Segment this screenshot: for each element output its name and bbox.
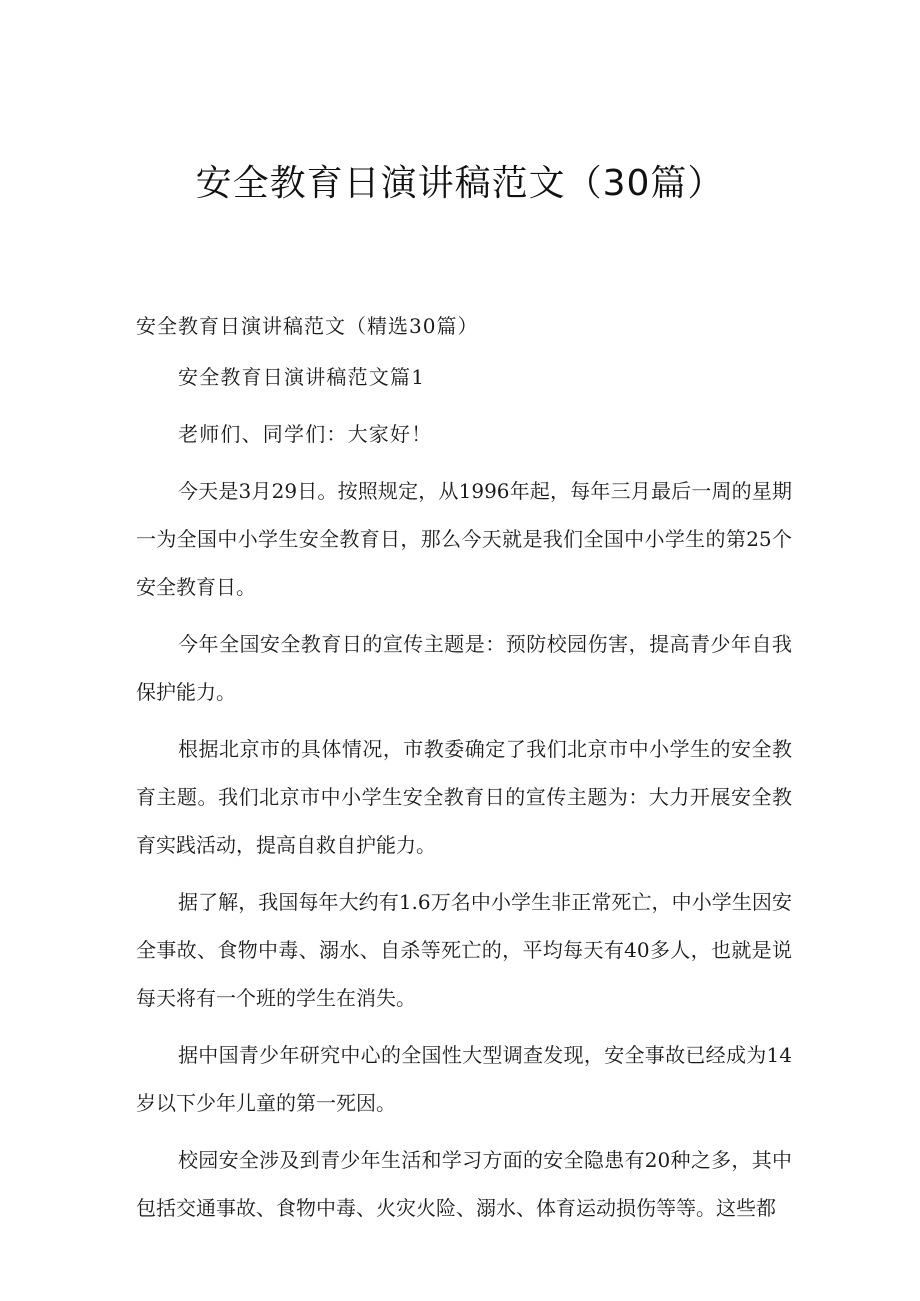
- paragraph: 今年全国安全教育日的宣传主题是：预防校园伤害，提高青少年自我保护能力。: [136, 632, 792, 704]
- paragraph: 今天是3月29日。按照规定，从1996年起，每年三月最后一周的星期一为全国中小学生安全教育日，那么今天就是我们全国中小学生的第25个安全教育日。: [136, 479, 792, 599]
- paragraph-greeting: 老师们、同学们：大家好！: [178, 422, 433, 446]
- paragraph: 校园安全涉及到青少年生活和学习方面的安全隐患有20种之多，其中包括交通事故、食物中毒、火灾火险、溺水、体育运动损伤等等。这些都: [136, 1148, 792, 1220]
- section-heading: 安全教育日演讲稿范文篇1: [178, 365, 426, 389]
- document-title: 安全教育日演讲稿范文（30篇）: [195, 163, 725, 204]
- paragraph: 据中国青少年研究中心的全国性大型调查发现，安全事故已经成为14岁以下少年儿童的第一死因。: [136, 1043, 792, 1115]
- paragraph: 根据北京市的具体情况，市教委确定了我们北京市中小学生的安全教育主题。我们北京市中小学生安全教育日的宣传主题为：大力开展安全教育实践活动，提高自救自护能力。: [136, 737, 792, 857]
- document-subtitle: 安全教育日演讲稿范文（精选30篇）: [136, 314, 479, 338]
- document-body: [136, 303, 792, 1241]
- paragraph: 据了解，我国每年大约有1.6万名中小学生非正常死亡，中小学生因安全事故、食物中毒、溺水、自杀等死亡的，平均每天有40多人，也就是说每天将有一个班的学生在消失。: [136, 890, 792, 1010]
